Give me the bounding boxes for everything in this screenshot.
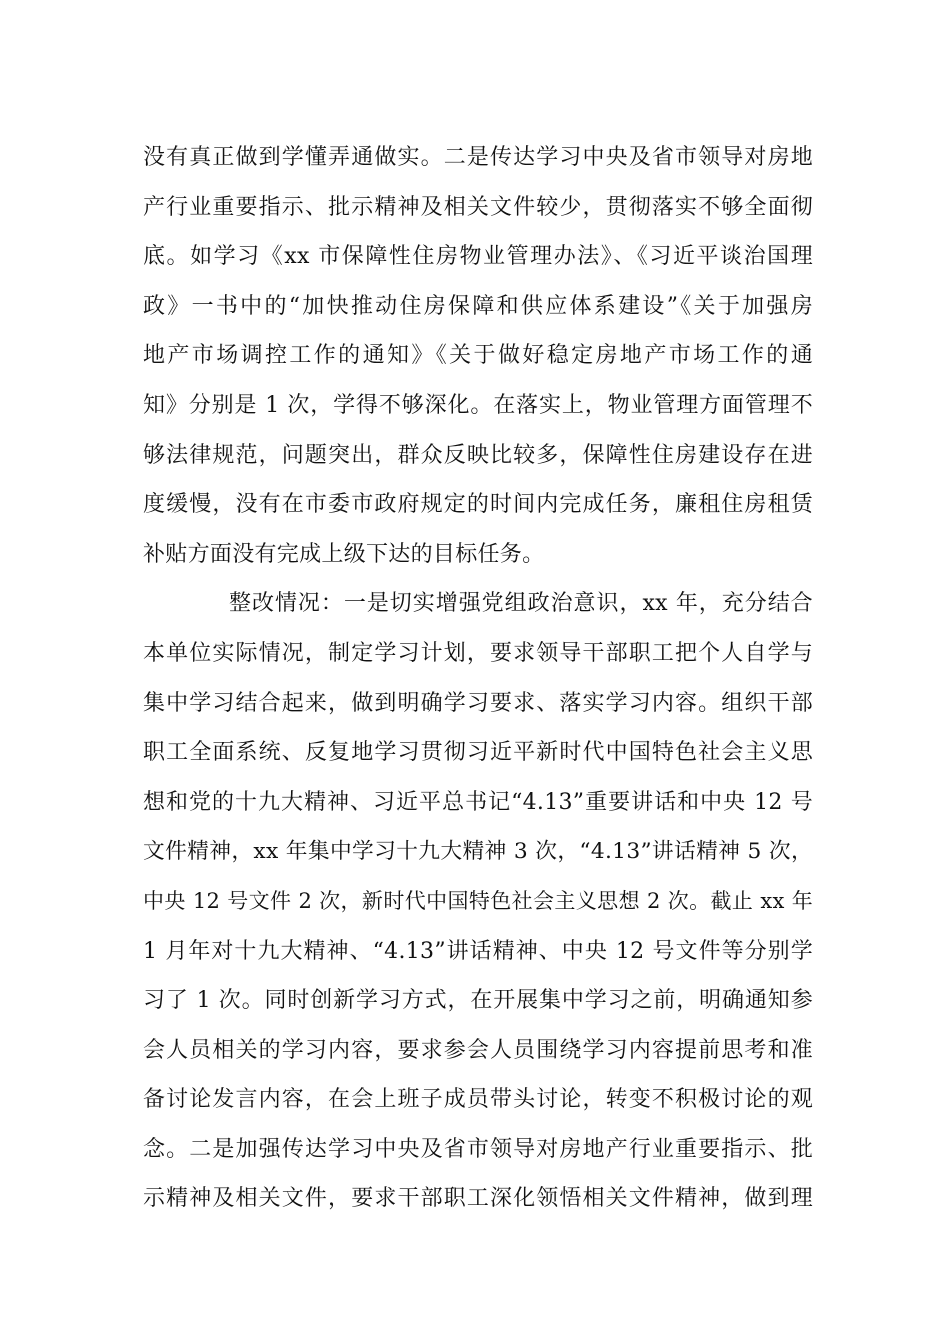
text-line: 1 月年对十九大精神、“4.13”讲话精神、中央 12 号文件等分别学 — [143, 938, 813, 964]
text-line: 地产市场调控工作的通知》《关于做好稳定房地产市场工作的通 — [143, 343, 813, 369]
text-line: 集中学习结合起来，做到明确学习要求、落实学习内容。组织干部 — [143, 690, 813, 716]
document-body — [143, 133, 813, 1224]
text-line: 政》一书中的“加快推动住房保障和供应体系建设”《关于加强房 — [143, 293, 813, 319]
text-line: 备讨论发言内容，在会上班子成员带头讨论，转变不积极讨论的观 — [143, 1087, 813, 1113]
text-line: 中央 12 号文件 2 次，新时代中国特色社会主义思想 2 次。截止 xx 年 — [143, 888, 813, 913]
text-line: 文件精神，xx 年集中学习十九大精神 3 次，“4.13”讲话精神 5 次， — [143, 839, 813, 865]
text-line: 补贴方面没有完成上级下达的目标任务。 — [143, 541, 545, 567]
paragraph-1 — [143, 133, 813, 579]
text-line: 念。二是加强传达学习中央及省市领导对房地产行业重要指示、批 — [143, 1136, 813, 1162]
text-line: 底。如学习《xx 市保障性住房物业管理办法》、《习近平谈治国理 — [143, 244, 813, 270]
text-line: 够法律规范，问题突出，群众反映比较多，保障性住房建设存在进 — [143, 442, 813, 468]
text-line: 没有真正做到学懂弄通做实。二是传达学习中央及省市领导对房地 — [143, 145, 813, 170]
text-line: 本单位实际情况，制定学习计划，要求领导干部职工把个人自学与 — [143, 640, 813, 666]
text-line: 度缓慢，没有在市委市政府规定的时间内完成任务，廉租住房租赁 — [143, 492, 813, 518]
text-line: 整改情况：一是切实增强党组政治意识，xx 年，充分结合 — [229, 591, 813, 617]
text-line: 会人员相关的学习内容，要求参会人员围绕学习内容提前思考和准 — [143, 1037, 813, 1063]
text-line: 习了 1 次。同时创新学习方式，在开展集中学习之前，明确通知参 — [143, 988, 813, 1014]
paragraph-2 — [143, 579, 813, 1224]
text-line: 职工全面系统、反复地学习贯彻习近平新时代中国特色社会主义思 — [143, 740, 813, 766]
text-line: 知》分别是 1 次，学得不够深化。在落实上，物业管理方面管理不 — [143, 392, 813, 418]
text-line: 示精神及相关文件，要求干部职工深化领悟相关文件精神，做到理 — [143, 1186, 813, 1212]
text-line: 想和党的十九大精神、习近平总书记“4.13”重要讲话和中央 12 号 — [143, 789, 813, 815]
text-line: 产行业重要指示、批示精神及相关文件较少，贯彻落实不够全面彻 — [143, 194, 813, 220]
